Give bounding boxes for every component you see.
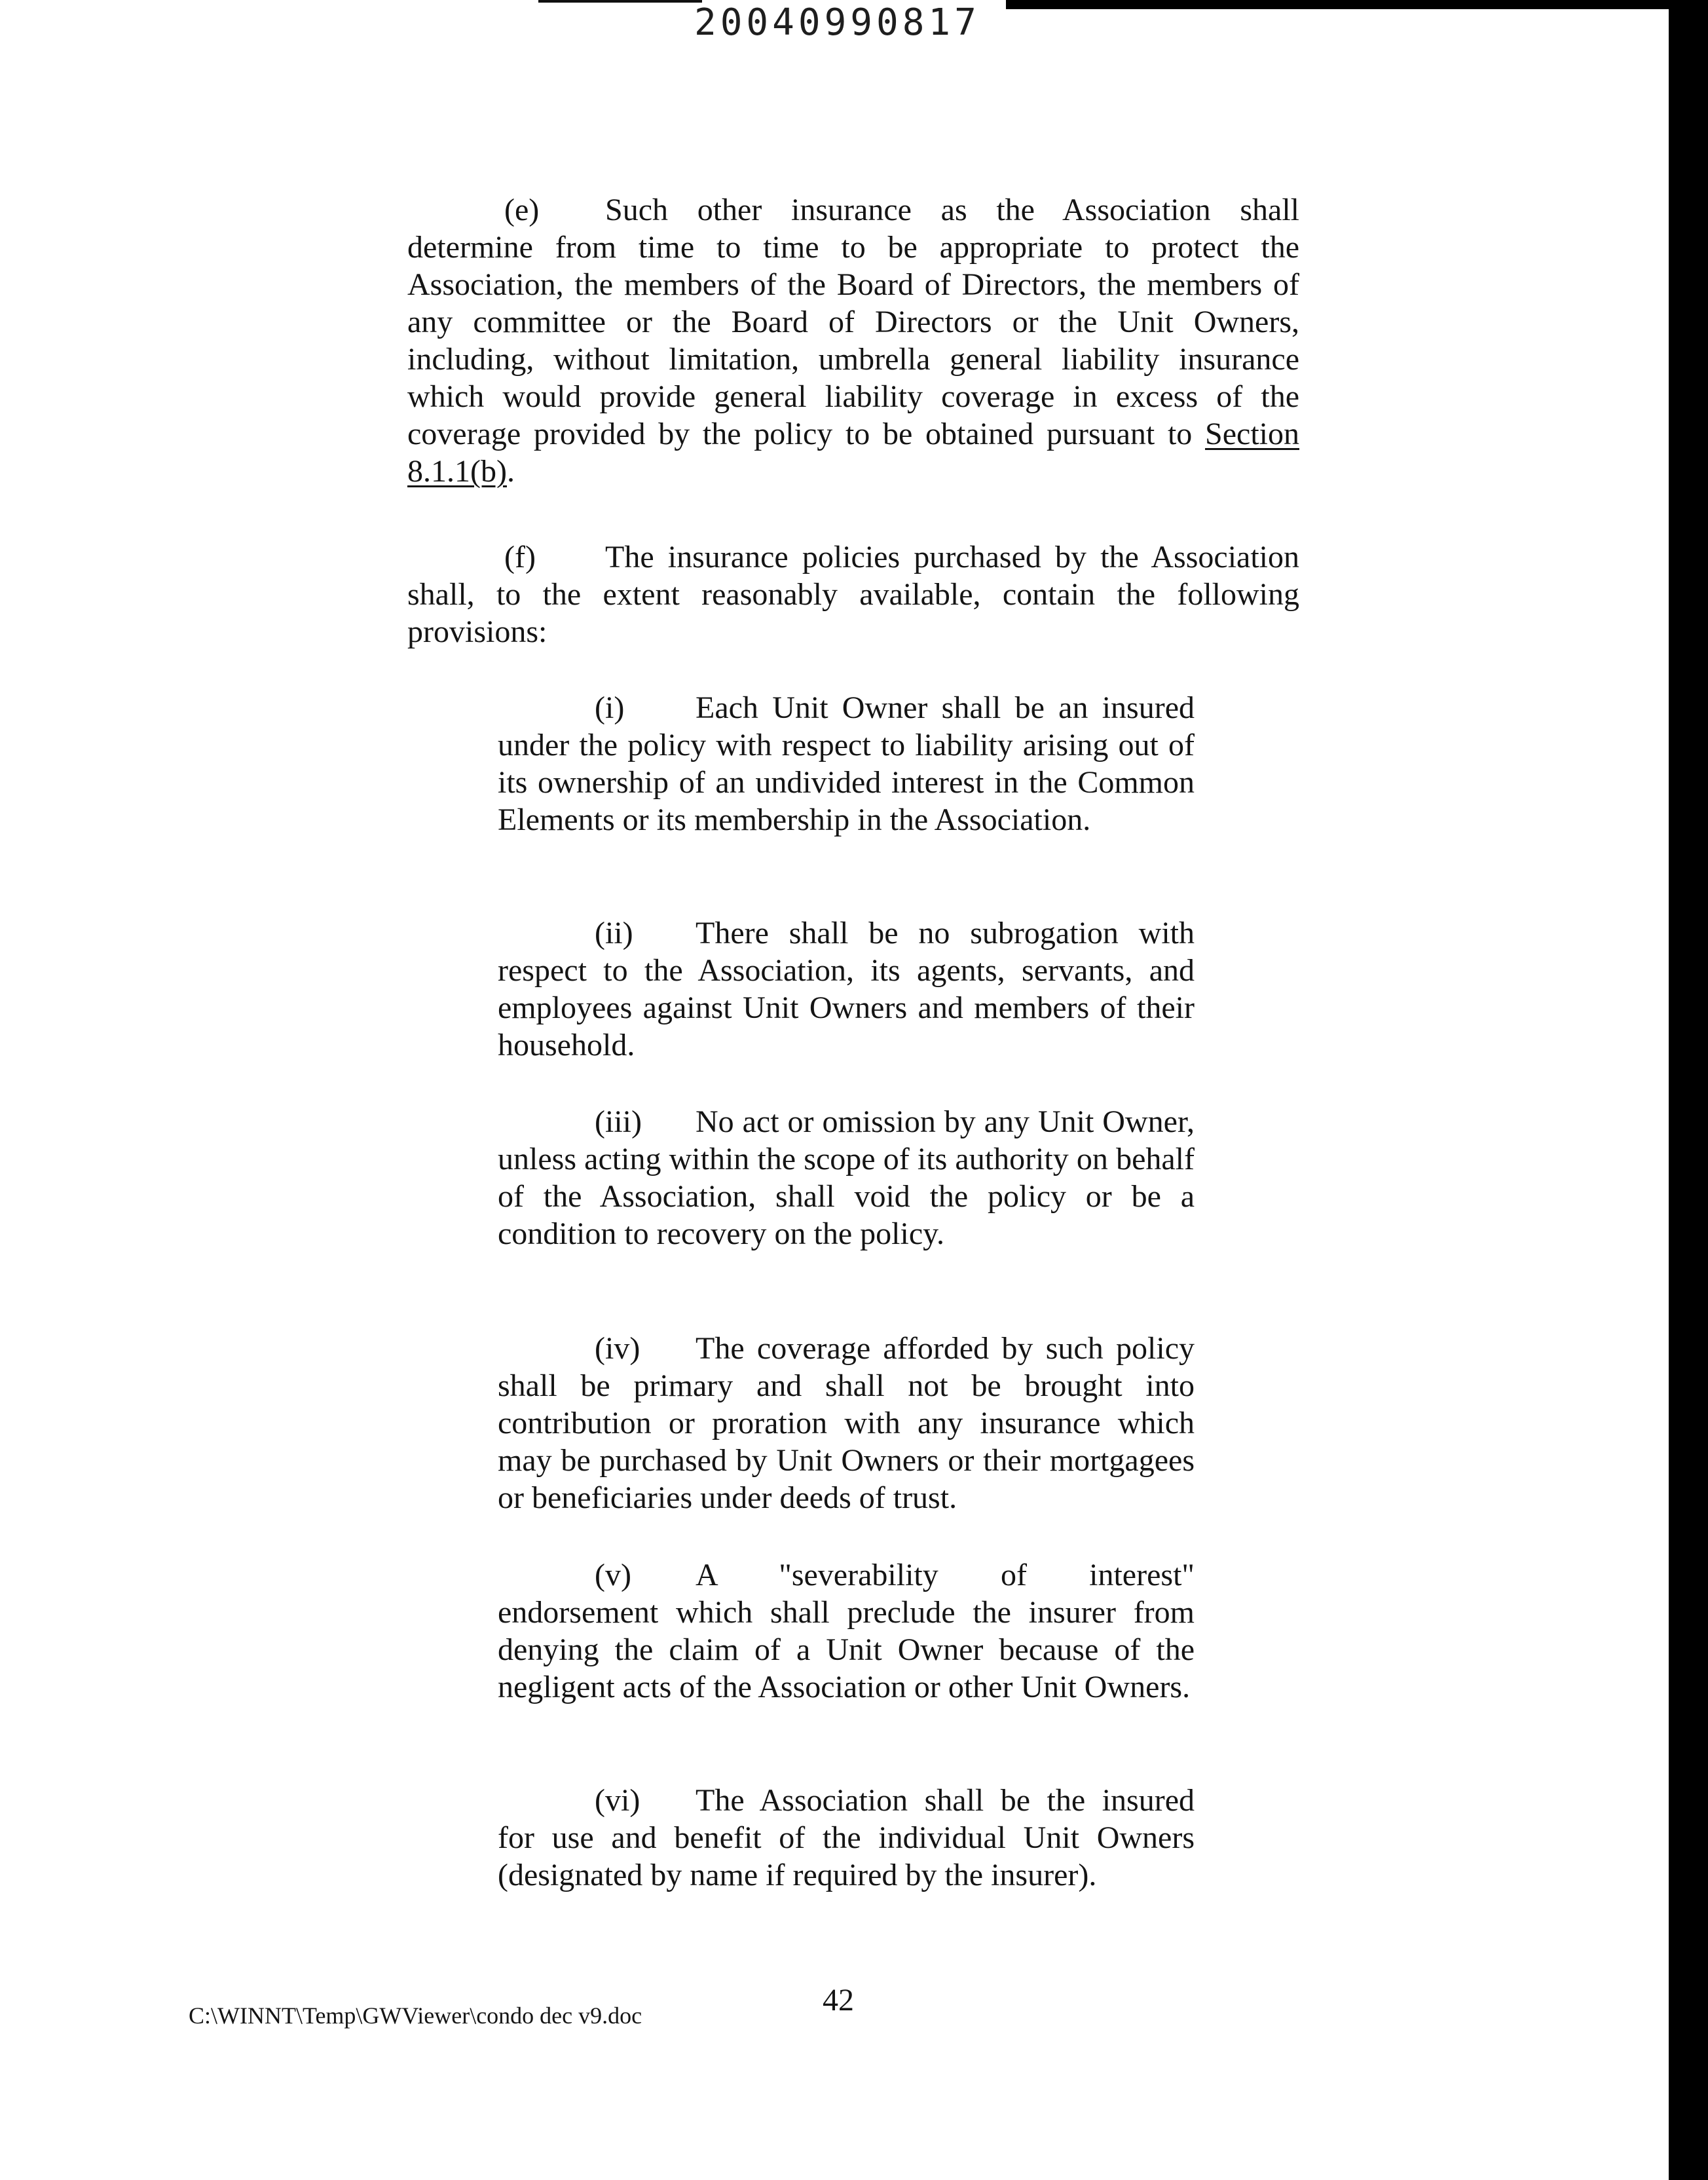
scan-top-rule [538,0,702,3]
section-reference: Section 8.1.1(b) [407,417,1299,489]
list-item-label: (iii) [595,1104,642,1139]
list-item-text: No act or omission by any Unit Owner, unless acting within the scope of its authority on behalf of the Association, shall void the policy or be a condition to recovery on the policy. [498,1104,1195,1251]
paragraph-e-text: Such other insurance as the Association shall determine from time to time to be appropriate to protect the Association, the members of the Board of Directors, the members of any committee or the Board of Directors or the Unit Owners, including, without limitation, umbrella general liability insurance which would provide general liability coverage in excess of the coverage provided by the policy to be obtained pursuant to [407,193,1299,451]
list-item-label: (i) [595,690,625,725]
paragraph-f-label: (f) [504,540,536,574]
list-item-ii [498,914,1195,1064]
scan-top-border [1006,0,1708,9]
page-number: 42 [823,1983,854,2018]
list-item-label: (ii) [595,916,633,950]
scan-right-border [1669,0,1708,2180]
paragraph-e [407,191,1299,490]
list-item-label: (iv) [595,1331,640,1366]
footer-file-path: C:\WINNT\Temp\GWViewer\condo dec v9.doc [189,2002,642,2029]
list-item-label: (v) [595,1558,631,1592]
paragraph-e-end: . [506,454,515,489]
list-item-label: (vi) [595,1783,640,1818]
paragraph-f [407,538,1299,650]
list-item-iii [498,1103,1195,1252]
document-stamp-number: 20040990817 [694,1,980,44]
paragraph-f-text: The insurance policies purchased by the Association shall, to the extent reasonably available, contain the following provisions: [407,540,1299,649]
list-item-vi [498,1782,1195,1894]
list-item-v [498,1556,1195,1706]
list-item-i [498,689,1195,838]
list-item-text: A "severability of interest" endorsement which shall preclude the insurer from denying the claim of a Unit Owner because of the negligent acts of the Association or other Unit Owners. [498,1558,1195,1704]
list-item-iv [498,1330,1195,1516]
list-item-text: The Association shall be the insured for use and benefit of the individual Unit Owners (designated by name if required by the insurer). [498,1783,1195,1892]
paragraph-e-label: (e) [504,193,540,227]
list-item-text: The coverage afforded by such policy shall be primary and shall not be brought into contribution or proration with any insurance which may be purchased by Unit Owners or their mortgagees or beneficiaries under deeds of trust. [498,1331,1195,1515]
list-item-text: There shall be no subrogation with respect to the Association, its agents, servants, and employees against Unit Owners and members of their household. [498,916,1195,1062]
list-item-text: Each Unit Owner shall be an insured under the policy with respect to liability arising out of its ownership of an undivided interest in the Common Elements or its membership in the Association. [498,690,1195,837]
